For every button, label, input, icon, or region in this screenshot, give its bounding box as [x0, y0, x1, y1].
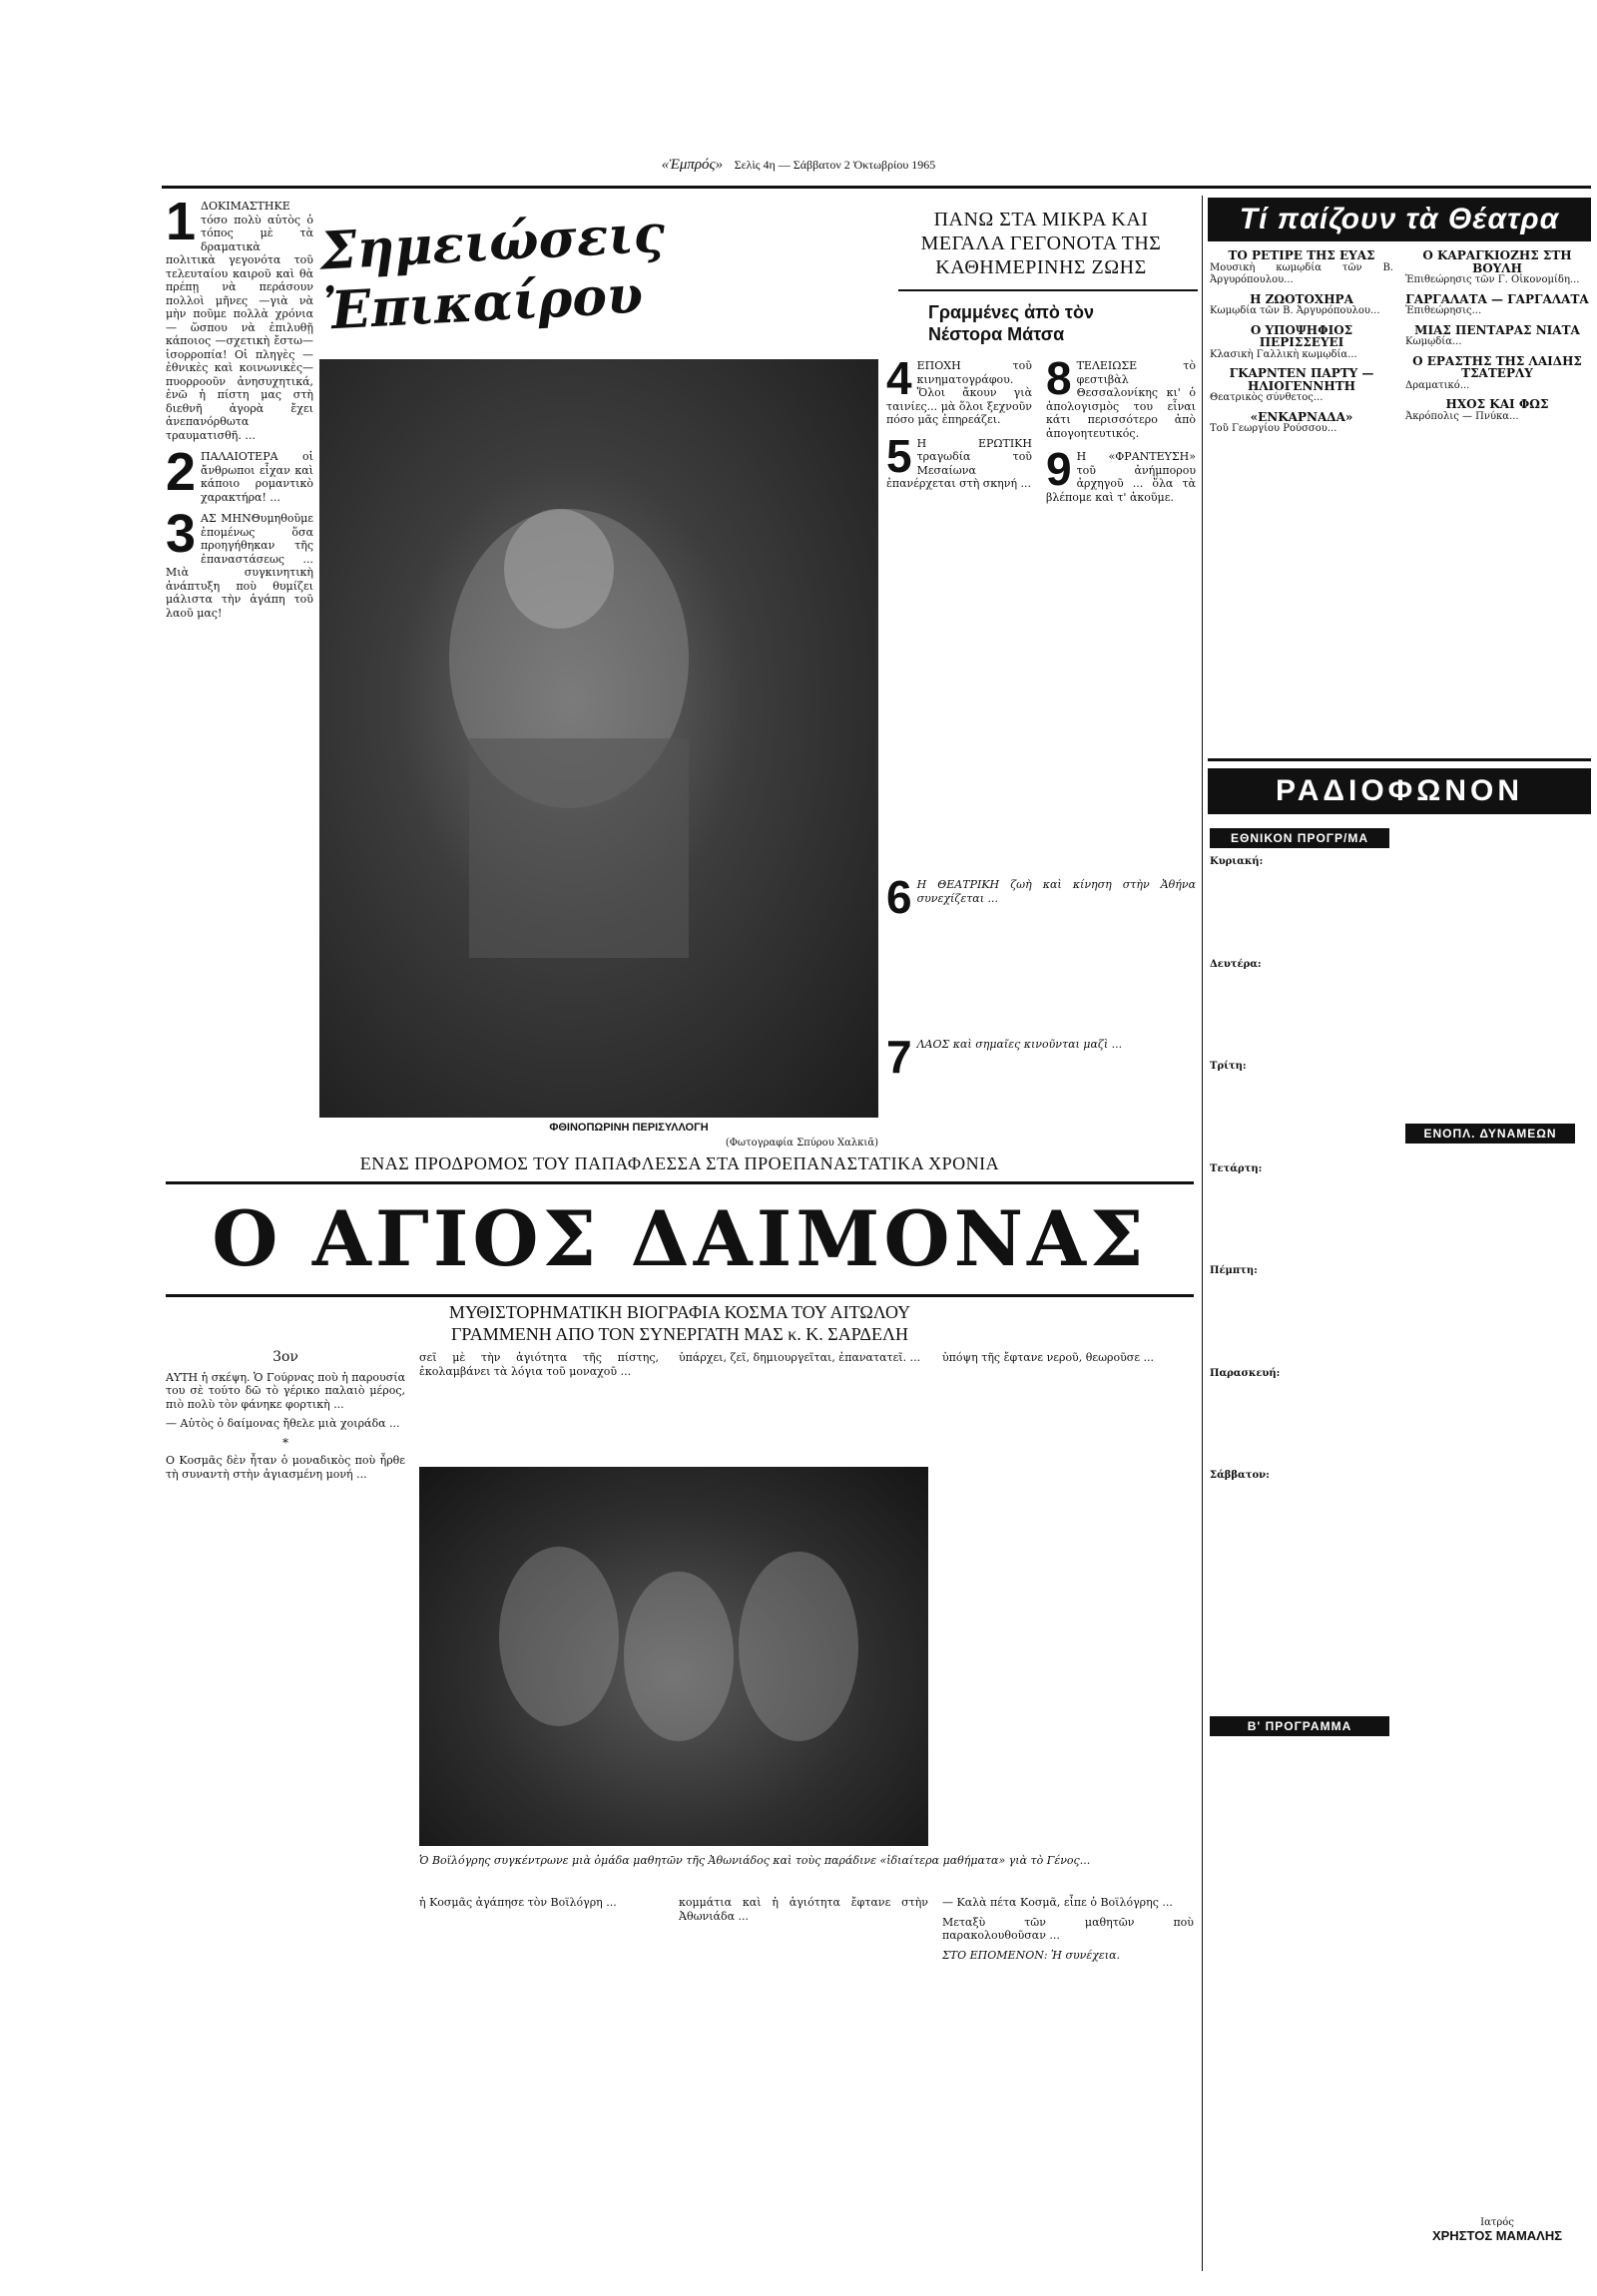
feature-title-rule [898, 289, 1198, 291]
serial-col-2b [419, 1896, 659, 1910]
item-7 [886, 1031, 1196, 1083]
serial-paragraph-3: Ο Κοσμᾶς δὲν ἦταν ὁ μοναδικὸς ποὺ ἦρθε τὴ συναντὴ στὴν ἁγιασμένη μονή ... [166, 1454, 405, 1481]
feature-title-line-2: ΜΕΓΑΛΑ ΓΕΓΟΝΟΤΑ ΤΗΣ [920, 232, 1162, 254]
item-8 [1046, 352, 1196, 440]
item-4 [886, 352, 1032, 427]
theatre-9-body: Δραματικό... [1405, 379, 1470, 391]
doctor-role: Ιατρός [1480, 2217, 1514, 2228]
item-6-number: 6 [886, 871, 912, 923]
theatre-5-body: Τοῦ Γεωργίου Ρούσσου... [1210, 423, 1337, 434]
theatre-3-body: Κλασικὴ Γαλλικὴ κωμῳδία... [1210, 348, 1357, 360]
item-8-number: 8 [1046, 352, 1072, 404]
serial-subtitle [166, 1301, 1194, 1345]
theatre-col-1 [1210, 249, 1393, 436]
radio-day-1: Κυριακή: [1210, 856, 1264, 867]
serial-paragraph-9: ὑπόψη τῆς ἔφτανε νεροῦ, θεωροῦσε ... [942, 1351, 1155, 1364]
radio-col-1 [1210, 856, 1393, 1483]
page-date: Σελὶς 4η — Σάββατον 2 Ὀκτωβρίου 1965 [734, 158, 936, 172]
feature-col-a [886, 352, 1032, 491]
item-5-text: Η ΕΡΩΤΙΚΗ τραγωδία τοῦ Μεσαίωνα ἐπανέρχεται στὴ σκηνή ... [886, 436, 1032, 490]
item-1-number: 1 [166, 192, 197, 251]
theatre-2-body: Κωμῳδία τῶν Β. Ἀργυρόπουλου... [1210, 305, 1380, 316]
theatre-8-head: ΜΙΑΣ ΠΕΝΤΑΡΑΣ ΝΙΑΤΑ [1414, 322, 1580, 337]
item-2-number: 2 [166, 442, 197, 502]
feature-byline-line-1: Γραμμένες ἀπὸ τὸν [928, 302, 1094, 322]
feature-title-line-3: ΚΑΘΗΜΕΡΙΝΗΣ ΖΩΗΣ [935, 256, 1147, 278]
serial-paragraph-10: Μεταξὺ τῶν μαθητῶν ποὺ παρακολουθοῦσαν ... [942, 1915, 1194, 1942]
students-photo [419, 1467, 928, 1846]
radio-day-3: Τρίτη: [1210, 1061, 1247, 1072]
serial-paragraph-7: κομμάτια καὶ ἡ ἁγιότητα ἔφτανε στὴν Ἀθωνιάδα ... [679, 1896, 928, 1923]
theatre-9-head: Ο ΕΡΑΣΤΗΣ ΤΗΣ ΛΑΙΔΗΣ ΤΣΑΤΕΡΛΥ [1412, 353, 1582, 380]
page-header [559, 157, 1038, 174]
col-rule-1 [1202, 196, 1203, 2271]
header-rule [162, 186, 1591, 189]
radio-header: ΡΑΔΙΟΦΩΝΟΝ [1208, 768, 1591, 814]
serial-title-box [166, 1181, 1194, 1297]
serial-col-4 [942, 1351, 1194, 1365]
serial-episode: 3ον [272, 1349, 298, 1365]
item-2 [166, 442, 313, 504]
item-9 [1046, 443, 1196, 504]
item-5 [886, 429, 1032, 491]
theatre-5-head: «ΕΝΚΑΡΝΑΔΑ» [1250, 409, 1353, 424]
feature-title [886, 208, 1196, 279]
harvest-photo-figure [319, 359, 878, 1118]
theatre-4-body: Θεατρικὸς σύνθετος... [1210, 392, 1324, 403]
feature-byline [928, 301, 1198, 345]
radio-national-label: ΕΘΝΙΚΟΝ ΠΡΟΓΡ/ΜΑ [1210, 828, 1389, 848]
item-3-number: 3 [166, 504, 197, 564]
theatre-8-body: Κωμῳδία... [1405, 336, 1462, 347]
theatre-1-body: Μουσικὴ κωμῳδία τῶν Β. Ἀργυρόπουλου... [1210, 261, 1393, 285]
serial-paragraph-6: ὑπάρχει, ζεῖ, δημιουργεῖται, ἐπανατατεῖ. ... [679, 1351, 921, 1364]
theatre-divider [1208, 758, 1591, 761]
theatre-6-body: Ἐπιθεώρησις τῶν Γ. Οἰκονομίδη... [1405, 274, 1580, 285]
photo-credit: (Φωτογραφία Σπύρου Χαλκιᾶ) [725, 1138, 878, 1148]
item-4-number: 4 [886, 352, 912, 404]
harvest-photo [319, 359, 878, 1118]
theatre-10-head: ΗΧΟΣ ΚΑΙ ΦΩΣ [1445, 397, 1549, 411]
radio-second-label: Β' ΠΡΟΓΡΑΜΜΑ [1210, 1716, 1389, 1736]
serial-paragraph-5: ἡ Κοσμᾶς ἀγάπησε τὸν Βοϊλόγρη ... [419, 1896, 617, 1909]
radio-day-7: Σάββατον: [1210, 1470, 1270, 1481]
theatre-10-body: Ἀκρόπολις — Πνύκα... [1405, 410, 1519, 422]
theatre-3-head: Ο ΥΠΟΨΗΦΙΟΣ ΠΕΡΙΣΣΕΥΕΙ [1250, 322, 1353, 349]
serial-col-3b [679, 1896, 928, 1923]
item-2-text: ΠΑΛΑΙΟΤΕΡΑ οἱ ἄνθρωποι εἶχαν καὶ κάποιο ρομαντικὸ χαρακτήρα! ... [201, 450, 313, 504]
item-6-text: Η ΘΕΑΤΡΙΚΗ ζωὴ καὶ κίνηση στὴν Ἀθήνα συνεχίζεται ... [916, 878, 1196, 905]
item-6 [886, 871, 1196, 923]
column-title: Σημειώσεις Ἐπικαίρου [318, 203, 667, 342]
students-photo-figure [419, 1467, 928, 1846]
item-3-text: ΑΣ ΜΗΝΘυμηθοῦμε ἑπομένως ὅσα προηγήθηκαν τῆς ἐπαναστάσεως ... Μιὰ συγκινητικὴ ἀνάπτυξη ποὺ θυμίζει μάλιστα τὴν ἀγάπη τοῦ λαοῦ μας! [166, 512, 313, 620]
serial-paragraph-4: σεῖ μὲ τὴν ἁγιότητα τῆς πίστης, ἐκολαμβάνει τὰ λόγια τοῦ μοναχοῦ ... [419, 1351, 659, 1378]
masthead: «Ἐμπρός» [661, 157, 724, 173]
radio-day-5: Πέμπτη: [1210, 1265, 1258, 1276]
students-photo-caption: Ὁ Βοϊλόγρης συγκέντρωνε μιὰ ὁμάδα μαθητῶν τῆς Ἀθωνιάδος καὶ τοὺς παράδινε «ἰδιαίτερα μαθήματα» γιὰ τὸ Γένος... [419, 1854, 1091, 1867]
item-4-text: ΕΠΟΧΗ τοῦ κινηματογράφου. Ὅλοι ἄκουν γιὰ ταινίες... μὰ ὅλοι ξεχνοῦν πόσο μᾶς ἐπηρεάζει. [886, 359, 1032, 426]
theatre-1-head: ΤΟ ΡΕΤΙΡΕ ΤΗΣ ΕΥΑΣ [1228, 248, 1375, 262]
serial-subtitle-line-1: ΜΥΘΙΣΤΟΡΗΜΑΤΙΚΗ ΒΙΟΓΡΑΦΙΑ ΚΟΣΜΑ ΤΟΥ ΑΙΤΩΛΟΥ [448, 1302, 911, 1322]
serial-col-3 [679, 1351, 928, 1365]
doctor-ad [1405, 2217, 1589, 2243]
item-1 [166, 192, 313, 442]
theatre-7-body: Ἐπιθεώρησις... [1405, 305, 1482, 316]
serial-col-4b [942, 1896, 1194, 1962]
photo-caption: ΦΘΙΝΟΠΩΡΙΝΗ ΠΕΡΙΣΥΛΛΟΓΗ [549, 1122, 709, 1134]
theatre-4-head: ΓΚΑΡΝΤΕΝ ΠΑΡΤΥ — ΗΛΙΟΓΕΝΝΗΤΗ [1229, 366, 1374, 393]
item-7-number: 7 [886, 1031, 912, 1083]
serial-paragraph-1: ΑΥΤΗ ἡ σκέψη. Ὁ Γούρνας ποὺ ἡ παρουσία του σὲ τούτο δῶ τὸ γέρικο παλαιὸ μέρος, πιὸ πολὺ τὸν φάνηκε φορτικὴ ... [166, 1370, 405, 1411]
theatre-7-head: ΓΑΡΓΑΛΑΤΑ — ΓΑΡΓΑΛΑΤΑ [1405, 291, 1589, 306]
theatre-col-2 [1405, 249, 1589, 423]
theatre-2-head: Η ΖΩΟΤΟΧΗΡΑ [1250, 291, 1353, 306]
theatre-6-head: Ο ΚΑΡΑΓΚΙΟΖΗΣ ΣΤΗ ΒΟΥΛΗ [1422, 248, 1572, 275]
serial-col-1 [166, 1351, 405, 1481]
serial-paragraph-2: — Αὐτὸς ὁ δαίμονας ἤθελε μιὰ χοιράδα ... [166, 1417, 400, 1430]
radio-day-6: Παρασκευή: [1210, 1367, 1281, 1379]
item-5-number: 5 [886, 429, 912, 482]
feature-title-line-1: ΠΑΝΩ ΣΤΑ ΜΙΚΡΑ ΚΑΙ [933, 209, 1149, 230]
feature-byline-line-2: Νέστορα Μάτσα [928, 324, 1065, 344]
section-star: * [282, 1435, 288, 1450]
item-7-text: ΛΑΟΣ καὶ σημαῖες κινοῦνται μαζὶ ... [916, 1038, 1123, 1051]
serial-subtitle-line-2: ΓΡΑΜΜΕΝΗ ΑΠΟ ΤΟΝ ΣΥΝΕΡΓΑΤΗ ΜΑΣ κ. Κ. ΣΑΡΔΕΛΗ [451, 1324, 908, 1344]
serial-continued: ΣΤΟ ΕΠΟΜΕΝΟΝ: Ἡ συνέχεια. [942, 1948, 1121, 1962]
serial-col-2 [419, 1351, 659, 1378]
column1 [166, 192, 313, 620]
item-3 [166, 504, 313, 620]
theatre-header: Τί παίζουν τὰ Θέατρα [1208, 198, 1591, 241]
radio-day-4: Τετάρτη: [1210, 1162, 1263, 1174]
item-8-text: ΤΕΛΕΙΩΣΕ τὸ φεστιβὰλ Θεσσαλονίκης κι' ὁ ἀπολογισμὸς του εἶναι κάτι περισσότερο ἀπὸ ἀπογοητευτικός. [1046, 359, 1196, 440]
serial-title: Ο ΑΓΙΟΣ ΔΑΙΜΟΝΑΣ [212, 1194, 1148, 1283]
item-1-text: ΔΟΚΙΜΑΣΤΗΚΕ τόσο πολὺ αὐτὸς ὁ τόπος μὲ τὰ δραματικὰ πολιτικὰ γεγονότα τοῦ τελευταίου καιροῦ καὶ θὰ πρέπῃ νὰ περάσουν πολλοὶ μῆνες —γιὰ νὰ μὴν ποῦμε πολλὰ χρόνια— ὥσπου νὰ ἐπιλυθῇ κάποιος —σχετικὴ ἔστω— ἰσορροπία! Οἱ πληγὲς —ἐθνικὲς καὶ κοινωνικὲς— πυορροοῦν ἀνησυχητικά, ἐνῶ ἡ πίστη μας στὴ διεθνῆ ἀγορὰ ἔχει ἀνεπανόρθωτα τραυματισθῆ. ... [166, 200, 313, 442]
item-9-text: Η «ΦΡΑΝΤΕΥΣΗ» τοῦ ἀνήμπορου ἀρχηγοῦ ... ὅλα τὰ βλέπομε καὶ τ' ἀκοῦμε. [1046, 450, 1196, 504]
doctor-name: ΧΡΗΣΤΟΣ ΜΑΜΑΛΗΣ [1431, 2228, 1563, 2243]
feature-col-b [1046, 352, 1196, 504]
radio-armed-label: ΕΝΟΠΛ. ΔΥΝΑΜΕΩΝ [1405, 1124, 1575, 1144]
serial-kicker: ΕΝΑΣ ΠΡΟΔΡΟΜΟΣ ΤΟΥ ΠΑΠΑΦΛΕΣΣΑ ΣΤΑ ΠΡΟΕΠΑΝΑΣΤΑΤΙΚΑ ΧΡΟΝΙΑ [359, 1153, 1000, 1173]
item-9-number: 9 [1046, 443, 1072, 495]
serial-paragraph-8: — Καλὰ πέτα Κοσμᾶ, εἶπε ὁ Βοϊλόγρης ... [942, 1896, 1173, 1909]
radio-day-2: Δευτέρα: [1210, 958, 1262, 970]
